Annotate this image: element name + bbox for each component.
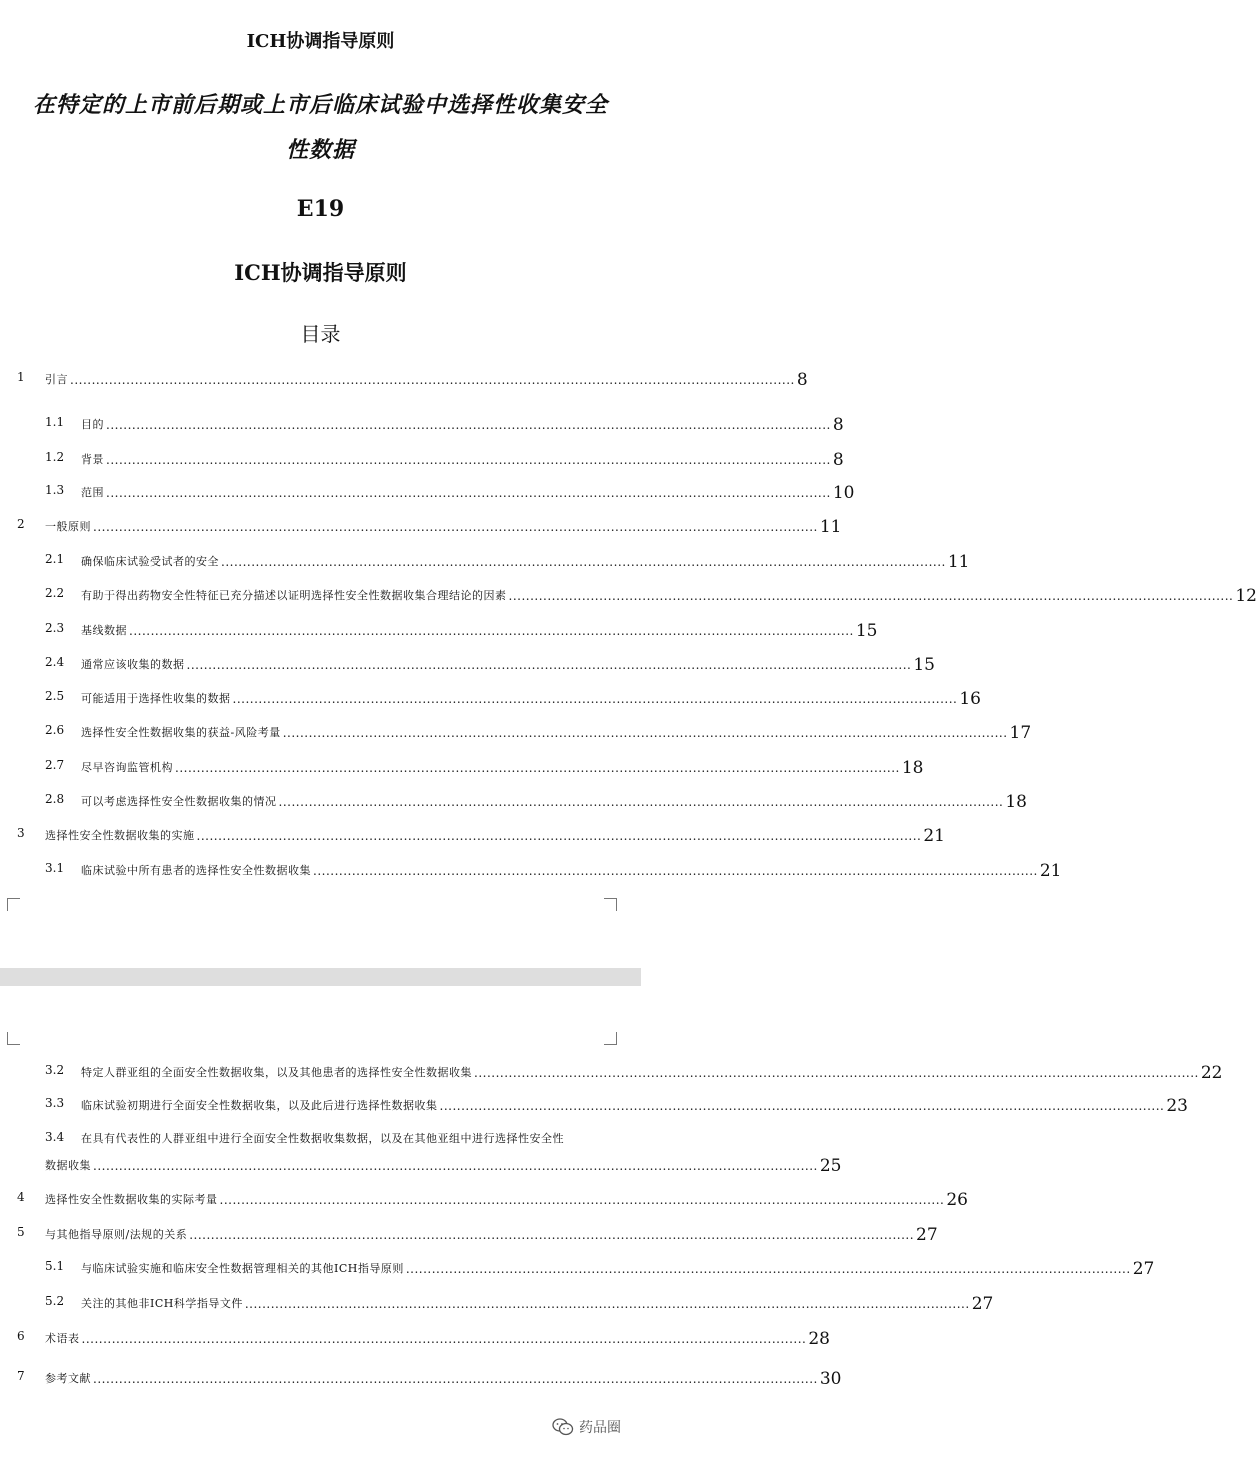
toc-entry-page: 8 <box>832 450 844 470</box>
toc-entry-number: 3.4 <box>45 1130 65 1144</box>
toc-entry-number: 2 <box>17 517 25 531</box>
toc-entry[interactable] <box>0 446 844 470</box>
toc-entry-number: 2.7 <box>45 758 65 772</box>
page-corner-mark <box>7 1032 20 1045</box>
toc-entry-number: 3.1 <box>45 861 65 875</box>
toc-entry[interactable] <box>0 411 844 435</box>
toc-leader-dots: ........................................................................................................................................................................ <box>106 486 831 500</box>
toc-entry-title: 基线数据 <box>81 624 127 637</box>
toc-entry-title: 尽早咨询监管机构 <box>81 761 173 774</box>
toc-entry-page: 23 <box>1166 1096 1188 1116</box>
toc-entry[interactable] <box>0 788 1027 812</box>
toc-entry-title: 临床试验初期进行全面安全性数据收集，以及此后进行选择性数据收集 <box>81 1099 438 1112</box>
toc-leader-dots: ........................................................................................................................................................................ <box>175 761 900 775</box>
toc-entry-page: 11 <box>819 517 842 537</box>
toc-entry-page: 15 <box>855 621 878 641</box>
toc-entry-title: 参考文献 <box>45 1372 91 1385</box>
toc-leader-dots: ........................................................................................................................................................................ <box>189 1228 915 1242</box>
toc-entry-title: 通常应该收集的数据 <box>81 658 185 671</box>
toc-entry-page: 27 <box>1132 1259 1155 1279</box>
toc-leader-dots: ........................................................................................................................................................................ <box>106 418 831 432</box>
toc-entry[interactable] <box>0 366 808 390</box>
toc-entry-title: 选择性安全性数据收集的实施 <box>45 829 195 842</box>
toc-entry-title: 术语表 <box>45 1332 80 1345</box>
toc-entry-title: 可以考虑选择性安全性数据收集的情况 <box>81 795 277 808</box>
toc-leader-dots: ........................................................................................................................................................................ <box>196 829 922 843</box>
toc-entry-number: 4 <box>17 1190 25 1204</box>
toc-leader-dots: ........................................................................................................................................................................ <box>106 453 831 467</box>
toc-entry-number: 2.3 <box>45 621 65 635</box>
toc-leader-dots: ........................................................................................................................................................................ <box>405 1262 1131 1276</box>
toc-leader-dots: ........................................................................................................................................................................ <box>93 520 818 534</box>
toc-entry-page: 18 <box>1005 792 1027 812</box>
toc-entry-title-line-2: 数据收集 <box>45 1159 91 1172</box>
toc-leader-dots: ........................................................................................................................................................................ <box>81 1332 807 1346</box>
watermark-text: 药品圈 <box>579 1420 621 1436</box>
toc-entry-number: 2.5 <box>45 689 65 703</box>
toc-entry[interactable] <box>0 719 1032 743</box>
toc-entry-page: 30 <box>819 1369 842 1389</box>
toc-leader-dots: ........................................................................................................................................................................ <box>219 1193 945 1207</box>
guideline-type-heading: ICH协调指导原则 <box>246 31 395 52</box>
toc-entry-number: 7 <box>17 1369 25 1383</box>
toc-entry[interactable] <box>0 754 924 778</box>
toc-entry-number: 1.1 <box>45 415 65 429</box>
toc-entry-title: 临床试验中所有患者的选择性安全性数据收集 <box>81 864 311 877</box>
toc-entry-number: 5.1 <box>45 1259 65 1273</box>
page-corner-mark <box>604 898 617 911</box>
toc-entry[interactable] <box>0 1365 842 1389</box>
toc-entry-title: 引言 <box>45 373 68 386</box>
toc-entry[interactable] <box>0 651 935 675</box>
toc-entry-title: 有助于得出药物安全性特征已充分描述以证明选择性安全性数据收集合理结论的因素 <box>81 589 507 602</box>
toc-leader-dots: ........................................................................................................................................................................ <box>439 1099 1165 1113</box>
toc-entry-number: 2.8 <box>45 792 65 806</box>
watermark <box>552 1417 621 1437</box>
page-corner-mark <box>604 1032 617 1045</box>
toc-entry-title: 与临床试验实施和临床安全性数据管理相关的其他ICH指导原则 <box>81 1262 404 1275</box>
toc-entry[interactable] <box>0 822 945 846</box>
toc-entry[interactable] <box>0 685 981 709</box>
toc-entry-wrapped-continuation[interactable] <box>0 1152 842 1176</box>
toc-entry-page: 18 <box>901 758 924 778</box>
toc-entry-number: 1 <box>17 370 25 384</box>
toc-entry-page: 11 <box>947 552 970 572</box>
toc-entry-page: 17 <box>1009 723 1032 743</box>
toc-entry-title: 确保临床试验受试者的安全 <box>81 555 219 568</box>
toc-entry-title: 特定人群亚组的全面安全性数据收集，以及其他患者的选择性安全性数据收集 <box>81 1066 472 1079</box>
toc-leader-dots: ........................................................................................................................................................................ <box>93 1159 818 1173</box>
toc-leader-dots: ........................................................................................................................................................................ <box>244 1297 970 1311</box>
toc-entry-title: 关注的其他非ICH科学指导文件 <box>81 1297 243 1310</box>
toc-entry[interactable] <box>0 582 1257 606</box>
toc-entry-page: 22 <box>1200 1063 1223 1083</box>
toc-entry[interactable] <box>0 1221 938 1245</box>
toc-entry-number: 1.2 <box>45 450 65 464</box>
toc-entry[interactable] <box>0 857 1062 881</box>
toc-entry-page: 27 <box>916 1225 938 1245</box>
toc-entry-number: 1.3 <box>45 483 65 497</box>
toc-leader-dots: ........................................................................................................................................................................ <box>221 555 946 569</box>
toc-entry-page: 21 <box>1039 861 1062 881</box>
toc-leader-dots: ........................................................................................................................................................................ <box>313 864 1038 878</box>
toc-entry-title: 范围 <box>81 486 104 499</box>
toc-entry-page: 26 <box>946 1190 968 1210</box>
toc-entry-page: 21 <box>923 826 945 846</box>
toc-leader-dots: ........................................................................................................................................................................ <box>93 1372 818 1386</box>
toc-entry-title: 一般原则 <box>45 520 91 533</box>
toc-entry[interactable] <box>0 1255 1155 1279</box>
toc-entry-number: 6 <box>17 1329 25 1343</box>
document-page-2 <box>0 986 1223 1457</box>
toc-entry-number: 5 <box>17 1225 25 1239</box>
toc-entry-page: 10 <box>832 483 855 503</box>
toc-entry-number: 3 <box>17 826 25 840</box>
guideline-code: E19 <box>296 196 345 222</box>
toc-entry[interactable] <box>0 1059 1223 1083</box>
toc-entry-page: 25 <box>819 1156 842 1176</box>
toc-entry-number: 2.1 <box>45 552 65 566</box>
toc-entry-number: 2.2 <box>45 586 65 600</box>
toc-entry-number: 2.6 <box>45 723 65 737</box>
wechat-icon <box>552 1418 574 1436</box>
toc-entry[interactable] <box>0 548 970 572</box>
toc-entry-title: 目的 <box>81 418 104 431</box>
toc-entry-title: 背景 <box>81 453 104 466</box>
document-title-line-2: 性数据 <box>285 137 355 163</box>
toc-entry-title: 与其他指导原则/法规的关系 <box>45 1228 188 1241</box>
toc-entry-page: 8 <box>796 370 808 390</box>
toc-entry-page: 27 <box>971 1294 994 1314</box>
toc-entry[interactable] <box>0 513 842 537</box>
toc-entry-title: 选择性安全性数据收集的获益-风险考量 <box>81 726 281 739</box>
toc-leader-dots: ........................................................................................................................................................................ <box>508 589 1234 603</box>
toc-entry-title: 选择性安全性数据收集的实际考量 <box>45 1193 218 1206</box>
toc-entry[interactable] <box>0 1092 1188 1116</box>
toc-entry-title: 可能适用于选择性收集的数据 <box>81 692 231 705</box>
toc-entry[interactable] <box>0 1186 968 1210</box>
toc-leader-dots: ........................................................................................................................................................................ <box>474 1066 1199 1080</box>
guideline-type-subheading: ICH协调指导原则 <box>234 260 407 285</box>
page-separator <box>0 968 641 986</box>
toc-entry-page: 15 <box>913 655 935 675</box>
toc-leader-dots: ........................................................................................................................................................................ <box>232 692 958 706</box>
toc-leader-dots: ........................................................................................................................................................................ <box>186 658 912 672</box>
toc-leader-dots: ........................................................................................................................................................................ <box>129 624 854 638</box>
toc-entry-number: 5.2 <box>45 1294 65 1308</box>
document-title-line-1: 在特定的上市前后期或上市后临床试验中选择性收集安全 <box>32 92 608 118</box>
toc-entry-page: 12 <box>1235 586 1257 606</box>
toc-entry-page: 8 <box>832 415 844 435</box>
toc-leader-dots: ........................................................................................................................................................................ <box>70 373 795 387</box>
toc-entry-page: 28 <box>808 1329 830 1349</box>
page-corner-mark <box>7 898 20 911</box>
toc-entry-number: 3.3 <box>45 1096 65 1110</box>
toc-entry[interactable] <box>0 479 855 503</box>
toc-entry-number: 2.4 <box>45 655 65 669</box>
toc-heading: 目录 <box>300 322 341 346</box>
toc-leader-dots: ........................................................................................................................................................................ <box>278 795 1004 809</box>
toc-entry[interactable] <box>0 1325 830 1349</box>
toc-entry-number: 3.2 <box>45 1063 65 1077</box>
toc-entry[interactable] <box>0 617 878 641</box>
toc-entry-title-line-1: 在具有代表性的人群亚组中进行全面安全性数据收集数据，以及在其他亚组中进行选择性安全性 <box>81 1132 564 1145</box>
toc-entry-page: 16 <box>959 689 981 709</box>
toc-leader-dots: ........................................................................................................................................................................ <box>282 726 1008 740</box>
toc-entry[interactable] <box>0 1290 994 1314</box>
